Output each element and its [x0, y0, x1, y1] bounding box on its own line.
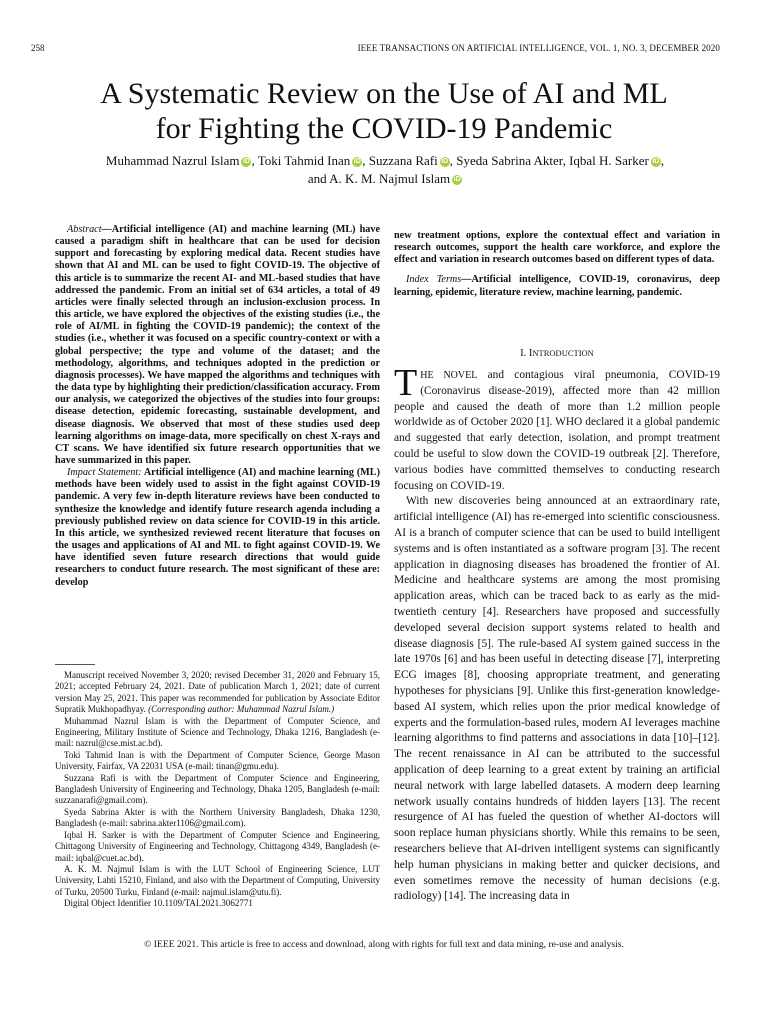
- author-5: and A. K. M. Najmul Islam: [307, 171, 451, 186]
- author-2: , Toki Tahmid Inan: [251, 153, 351, 168]
- footnote-manuscript: Manuscript received November 3, 2020; revised December 31, 2020 and February 15, 2021; accepted February 24, 2021. Date of publication March 1, 2021; date of current version May 25, 2021. This paper was recommended for publication by Associate Editor Supratik Mukhopadhyay. (Corresponding author: Muhammad Nazrul Islam.): [55, 670, 380, 715]
- introduction-body: [394, 362, 720, 905]
- author-list: [40, 152, 730, 188]
- abstract-label: Abstract: [67, 224, 102, 235]
- paper-title: [30, 76, 738, 146]
- orcid-icon[interactable]: iD: [242, 158, 250, 165]
- orcid-icon[interactable]: iD: [441, 158, 449, 165]
- author-4-end: ,: [660, 153, 665, 168]
- index-terms-label: Index Terms: [406, 274, 462, 286]
- page-number: 258: [31, 43, 45, 53]
- footnotes: [55, 670, 380, 910]
- copyright-notice: © IEEE 2021. This article is free to access and download, along with rights for full text and data mining, re-use and analysis.: [144, 939, 624, 950]
- footnote-affiliation: Syeda Sabrina Akter is with the Northern University Bangladesh, Dhaka 1230, Bangladesh (e-mail: sabrina.akter1106@gmail.com).: [55, 806, 380, 829]
- dropcap: T: [394, 362, 418, 404]
- journal-header: IEEE TRANSACTIONS ON ARTIFICIAL INTELLIGENCE, VOL. 1, NO. 3, DECEMBER 2020: [357, 43, 720, 53]
- impact-statement: [55, 467, 380, 589]
- abstract-text: —Artificial intelligence (AI) and machine learning (ML) have caused a paradigm shift in healthcare that can be used for decision support and forecasting by exploring medical data. Recent studies have shown that AI and ML can be used to fight COVID-19. The objective of this article is to summarize the recent AI- and ML-based studies that have addressed the pandemic. From an initial set of 634 articles, a total of 49 articles were finally selected through an inclusion-exclusion process. In this article, we have explored the objectives of the existing studies (i.e., the role of AI/ML in fighting the COVID-19 pandemic); the context of the studies (i.e., whether it was focused on a specific country-context or with a global perspective; the type and volume of the dataset; and the methodology, algorithms, and techniques adopted in the prediction or diagnosis processes). We have mapped the algorithms and techniques with the data type by highlighting their prediction/classification accuracy. From our analysis, we categorized the objectives of the studies into four groups: disease detection, epidemic forecasting, sustainable development, and disease diagnosis. We observed that most of these studies used deep learning algorithms on image-data, more specifically on chest X-rays and CT scans. We have identified six future research opportunities that we have summarized in this paper.: [55, 224, 380, 466]
- index-terms: [394, 274, 720, 298]
- section-heading: I. INTRODUCTION: [520, 348, 594, 359]
- footnote-affiliation: Muhammad Nazrul Islam is with the Department of Computer Science, and Engineering, Military Institute of Science and Technology, Dhaka 1216, Bangladesh (e-mail: nazrul@cse.mist.ac.bd).: [55, 715, 380, 749]
- author-3: , Suzzana Rafi: [362, 153, 438, 168]
- intro-paragraph-1: THE NOVEL and contagious viral pneumonia, COVID-19 (Coronavirus disease-2019), affected more than 42 million people and caused the death of more than 1.2 million people worldwide as of October 2020 [1]. WHO declared it a global pandemic and suggested that early detection, isolation, and prompt treatment could be useful to slow down the COVID-19 outbreak [2]. Therefore, various bodies have committed themselves to conducting research focusing on COVID-19.: [394, 362, 720, 492]
- author-1: Muhammad Nazrul Islam: [105, 153, 240, 168]
- orcid-icon[interactable]: iD: [652, 158, 660, 165]
- index-terms-text: —Artificial intelligence, COVID-19, coronavirus, deep learning, epidemic, literature review, machine learning, pandemic.: [394, 274, 721, 298]
- corresponding-author: (Corresponding author: Muhammad Nazrul Islam.): [148, 704, 335, 715]
- orcid-icon[interactable]: iD: [453, 176, 461, 183]
- title-line-1: A Systematic Review on the Use of AI and ML: [100, 77, 668, 110]
- footnote-affiliation: A. K. M. Najmul Islam is with the LUT School of Engineering Science, LUT University, Lahti 15210, Finland, and also with the Department of Computing, University of Turku, 20500 Turku, Finland (e-mail: najmul.islam@utu.fi).: [55, 863, 380, 897]
- orcid-icon[interactable]: iD: [353, 158, 361, 165]
- footnote-doi: Digital Object Identifier 10.1109/TAI.2021.3062771: [64, 898, 253, 909]
- impact-text: Artificial intelligence (AI) and machine learning (ML) methods have been widely used to assist in the fight against COVID-19 pandemic. A very few in-depth literature reviews have been conducted to synthesize the knowledge and identify future research agenda including a previously published review on data science for COVID-19 in this article. In this article, we synthesized reviewed recent literature that focuses on the usages and applications of AI and ML to fight against COVID-19. We have identified seven future research directions that would guide researchers to conduct future research. The most significant of these are: develop: [55, 467, 380, 588]
- footnote-affiliation: Iqbal H. Sarker is with the Department of Computer Science and Engineering, Chittagong University of Engineering and Technology, Chittagong 4349, Bangladesh (e-mail: iqbal@cuet.ac.bd).: [55, 829, 380, 863]
- footnote-rule: [55, 664, 95, 665]
- impact-continued: new treatment options, explore the contextual effect and variation in research outcomes, support the health care workforce, and explore the effect and variation in research outcomes based on different types of data.: [394, 230, 720, 266]
- impact-label: Impact Statement:: [67, 467, 142, 479]
- abstract: [55, 224, 380, 467]
- abstract-column: [55, 224, 380, 589]
- abstract-continued-column: [394, 230, 720, 299]
- title-line-2: for Fighting the COVID-19 Pandemic: [155, 112, 613, 145]
- intro-paragraph-2: With new discoveries being announced at an extraordinary rate, artificial intelligence (AI) has re-emerged into scientific consciousness. AI is a branch of computer science that can be used to build intelligent systems and is often instantiated as a software program [3]. The recent application in diagnosing diseases has broadened the frontier of AI. Medicine and healthcare systems are among the most promising application areas, which can be traced back to as early as the mid-twentieth century [4]. Researchers have proposed and successfully developed several decision support systems related to health and disease diagnosis [5]. The rule-based AI system gained success in the late 1970s [6] and has been useful in detecting disease [7], interpreting ECG images [8], choosing appropriate treatment, and generating hypotheses for physicians [9]. Unlike this first-generation knowledge-based AI system, which relies upon the prior medical knowledge of experts and the formulation-based rules, modern AI leverages machine learning algorithms to find patterns and associations in data [10]–[12]. The recent renaissance in AI can be attributed to the successful application of deep learning to a great extent by training an artificial neural network with large labelled datasets. A modern deep learning network usually contains hundreds of hidden layers [13]. The recent resurgence of AI has fueled the question of whether AI-doctors will soon replace human physicians shortly. While this remains to be seen, researchers believe that AI-driven intelligent systems can significantly help human physicians in making better and quicker decisions, and even sometimes remove the necessity of human decisions (e.g. radiology) [14]. The increasing data in: [394, 495, 720, 903]
- footnote-affiliation: Suzzana Rafi is with the Department of Computer Science and Engineering, Bangladesh University of Engineering and Technology, Dhaka 1205, Bangladesh (e-mail: suzzanarafi@gmail.com).: [55, 772, 380, 806]
- author-4: , Syeda Sabrina Akter, Iqbal H. Sarker: [449, 153, 649, 168]
- footnote-affiliation: Toki Tahmid Inan is with the Department of Computer Science, George Mason University, Fairfax, VA 22031 USA (e-mail: tinan@gmu.edu).: [55, 749, 380, 772]
